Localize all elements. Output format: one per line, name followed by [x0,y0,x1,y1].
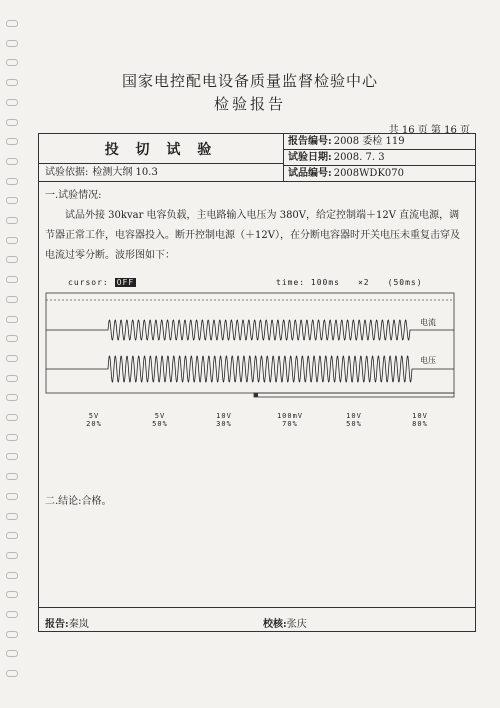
scale-volts: 5V [154,412,166,420]
binding-ring [6,532,18,539]
test-date-label: 试验日期: [288,152,332,163]
scale-position: 70% [282,420,298,428]
reporter-label: 报告: [45,619,69,630]
binding-ring [6,493,18,500]
report-number-value: 2008 委检 119 [333,136,405,147]
scale-label [140,412,180,428]
checker-label: 校核: [263,619,287,630]
scale-position: 80% [412,420,428,428]
binding-ring [6,178,18,185]
zoom-time: (50ms) [387,278,423,287]
basis-value: 检测大纲 10.3 [92,167,158,178]
scale-label [204,412,244,428]
waveform-border [46,293,454,393]
sample-number-label: 试品编号: [288,168,332,179]
time-bar-marker [254,393,258,397]
scale-volts: 5V [88,412,100,420]
sample-number [284,166,475,182]
checker [263,615,307,630]
binding-ring [6,375,18,382]
reporter-name: 秦岚 [68,619,89,630]
binding-ring [6,670,18,677]
binding-ring [6,20,18,27]
scale-volts: 10V [346,412,362,420]
waveform-plot [32,285,460,410]
zoom-factor: ×2 [357,278,370,287]
binding-ring [6,611,18,618]
signature-divider [39,607,475,608]
scale-volts: 10V [412,412,428,420]
scale-label [400,412,440,428]
scale-label [270,412,310,428]
center-name: 国家电控配电设备质量监督检验中心 [121,72,378,90]
time-label: time: 100ms [276,278,340,287]
binding-ring [6,256,18,263]
binding-ring [6,197,18,204]
binding-ring [6,631,18,638]
time-bar [254,393,454,397]
waveform-panel [32,275,460,435]
binding-ring [6,276,18,283]
scale-position: 30% [216,420,232,428]
scale-label [334,412,374,428]
binding-ring [6,40,18,47]
test-date-value: 2008. 7. 3 [333,152,385,163]
binding-ring [6,434,18,441]
conclusion-label: 二.结论: [45,496,82,507]
test-basis [39,164,284,182]
cursor-state: OFF [116,278,135,287]
report-title: 检验报告 [213,95,286,113]
binding-ring [6,335,18,342]
binding-ring [6,138,18,145]
binding-ring [6,119,18,126]
binding-ring [6,453,18,460]
test-title: 投 切 试 验 [39,134,284,164]
binding-ring [6,650,18,657]
binding-ring [6,394,18,401]
report-number [284,134,475,150]
page-count: 共 16 页 第 16 页 [388,125,470,136]
voltage-trace [46,356,454,382]
binding-ring [6,355,18,362]
binding-ring [6,296,18,303]
scale-position: 50% [152,420,168,428]
binding-holes [6,20,16,690]
binding-ring [6,237,18,244]
test-date [284,150,475,166]
sample-number-value: 2008WDK070 [333,168,405,179]
conclusion [45,492,112,507]
binding-ring [6,473,18,480]
channel2-label: 电压 [420,356,436,365]
scale-volts: 10V [216,412,232,420]
scale-position: 50% [346,420,362,428]
binding-ring [6,316,18,323]
section1-heading: 一.试验情况: [45,190,102,201]
basis-label: 试验依据: [45,167,89,178]
binding-ring [6,217,18,224]
binding-ring [6,591,18,598]
channel1-label: 电流 [420,318,436,327]
cursor-label: cursor: [68,278,109,287]
report-number-label: 报告编号: [288,136,332,147]
binding-ring [6,552,18,559]
conclusion-value: 合格。 [81,496,112,507]
binding-ring [6,158,18,165]
scale-label [74,412,114,428]
scale-volts: 100mV [276,412,304,420]
scale-position: 20% [86,420,102,428]
checker-name: 张庆 [286,619,307,630]
binding-ring [6,414,18,421]
binding-ring [6,513,18,520]
reporter [45,615,89,630]
section1-paragraph: 试品外接 30kvar 电容负载，主电路输入电压为 380V，给定控制端＋12V 直流电源，调节器正常工作，电容器投入。断开控制电源（＋12V），在分断电容器时开关电压未重复击穿及电流过零分断。波形图如下： [45,210,460,261]
binding-ring [6,59,18,66]
current-trace [46,320,454,340]
binding-ring [6,572,18,579]
